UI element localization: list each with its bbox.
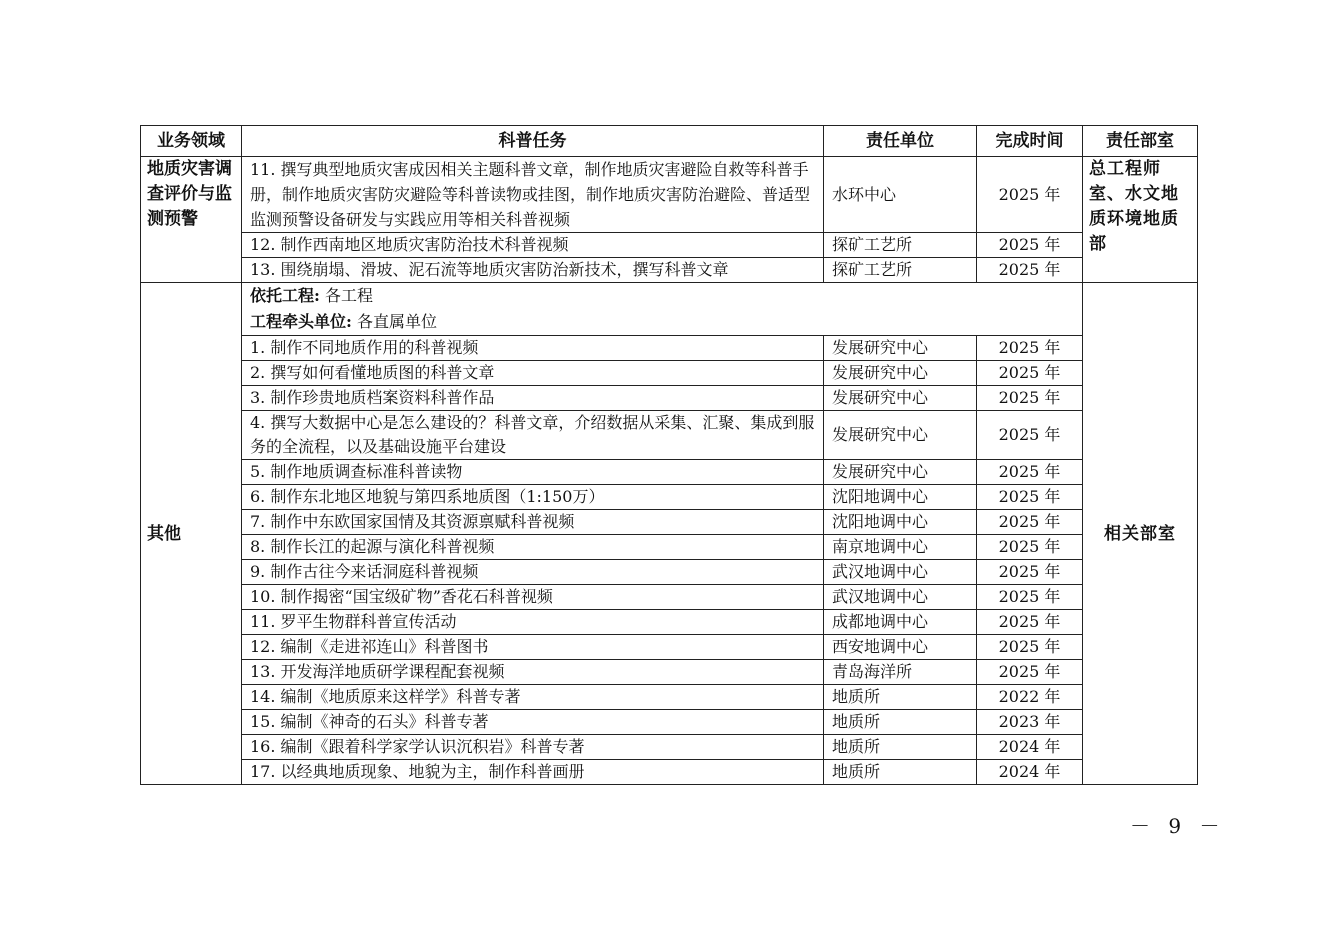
time-cell: 2025 年 <box>977 535 1083 560</box>
time-cell: 2025 年 <box>977 336 1083 361</box>
table-row <box>141 535 1198 560</box>
table-row <box>141 610 1198 635</box>
unit-cell: 发展研究中心 <box>824 336 977 361</box>
unit-cell: 探矿工艺所 <box>824 258 977 283</box>
unit-cell: 成都地调中心 <box>824 610 977 635</box>
unit-cell: 西安地调中心 <box>824 635 977 660</box>
time-cell: 2025 年 <box>977 610 1083 635</box>
header-area: 业务领域 <box>141 126 242 157</box>
table-row <box>141 233 1198 258</box>
time-cell: 2025 年 <box>977 411 1083 460</box>
lead-line <box>250 309 1074 335</box>
table-row <box>141 635 1198 660</box>
time-cell: 2025 年 <box>977 361 1083 386</box>
table-row <box>141 760 1198 785</box>
unit-cell: 发展研究中心 <box>824 411 977 460</box>
time-cell: 2025 年 <box>977 386 1083 411</box>
time-cell: 2024 年 <box>977 760 1083 785</box>
intro-row <box>141 283 1198 336</box>
table-row <box>141 361 1198 386</box>
area-cell: 其他 <box>141 283 242 785</box>
time-cell: 2025 年 <box>977 560 1083 585</box>
time-cell: 2025 年 <box>977 157 1083 233</box>
unit-cell: 地质所 <box>824 760 977 785</box>
task-cell: 3. 制作珍贵地质档案资料科普作品 <box>242 386 824 411</box>
header-unit: 责任单位 <box>824 126 977 157</box>
task-cell: 15. 编制《神奇的石头》科普专著 <box>242 710 824 735</box>
table-row <box>141 735 1198 760</box>
time-cell: 2022 年 <box>977 685 1083 710</box>
header-time: 完成时间 <box>977 126 1083 157</box>
table-row <box>141 485 1198 510</box>
unit-cell: 地质所 <box>824 685 977 710</box>
table-row <box>141 460 1198 485</box>
table-row <box>141 560 1198 585</box>
table-row <box>141 510 1198 535</box>
unit-cell: 青岛海洋所 <box>824 660 977 685</box>
project-line <box>250 283 1074 309</box>
intro-cell <box>242 283 1083 336</box>
unit-cell: 沈阳地调中心 <box>824 510 977 535</box>
table-row <box>141 685 1198 710</box>
table-row <box>141 386 1198 411</box>
task-cell: 17. 以经典地质现象、地貌为主，制作科普画册 <box>242 760 824 785</box>
task-cell: 2. 撰写如何看懂地质图的科普文章 <box>242 361 824 386</box>
task-cell: 8. 制作长江的起源与演化科普视频 <box>242 535 824 560</box>
task-cell: 7. 制作中东欧国家国情及其资源禀赋科普视频 <box>242 510 824 535</box>
task-cell: 13. 开发海洋地质研学课程配套视频 <box>242 660 824 685</box>
unit-cell: 发展研究中心 <box>824 386 977 411</box>
time-cell: 2025 年 <box>977 258 1083 283</box>
header-dept: 责任部室 <box>1083 126 1198 157</box>
time-cell: 2025 年 <box>977 460 1083 485</box>
time-cell: 2023 年 <box>977 710 1083 735</box>
task-cell: 5. 制作地质调查标准科普读物 <box>242 460 824 485</box>
table-row <box>141 258 1198 283</box>
header-task: 科普任务 <box>242 126 824 157</box>
time-cell: 2025 年 <box>977 635 1083 660</box>
unit-cell: 发展研究中心 <box>824 460 977 485</box>
project-label: 依托工程: <box>250 286 320 305</box>
task-cell: 10. 制作揭密“国宝级矿物”香花石科普视频 <box>242 585 824 610</box>
task-cell: 12. 编制《走进祁连山》科普图书 <box>242 635 824 660</box>
unit-cell: 沈阳地调中心 <box>824 485 977 510</box>
time-cell: 2025 年 <box>977 510 1083 535</box>
unit-cell: 探矿工艺所 <box>824 233 977 258</box>
task-cell: 16. 编制《跟着科学家学认识沉积岩》科普专著 <box>242 735 824 760</box>
task-cell: 1. 制作不同地质作用的科普视频 <box>242 336 824 361</box>
lead-value: 各直属单位 <box>357 312 438 331</box>
time-cell: 2025 年 <box>977 660 1083 685</box>
time-cell: 2024 年 <box>977 735 1083 760</box>
page-number: － 9 － <box>1130 814 1226 838</box>
dept-cell: 相关部室 <box>1083 283 1198 785</box>
task-cell: 11. 撰写典型地质灾害成因相关主题科普文章，制作地质灾害避险自救等科普手册，制作地质灾害防灾避险等科普读物或挂图，制作地质灾害防治避险、普适型监测预警设备研发与实践应用等相关科普视频 <box>242 157 824 233</box>
dept-cell: 总工程师室、水文地质环境地质部 <box>1083 157 1198 283</box>
unit-cell: 发展研究中心 <box>824 361 977 386</box>
task-cell: 12. 制作西南地区地质灾害防治技术科普视频 <box>242 233 824 258</box>
task-cell: 11. 罗平生物群科普宣传活动 <box>242 610 824 635</box>
task-cell: 6. 制作东北地区地貌与第四系地质图（1:150万） <box>242 485 824 510</box>
area-cell: 地质灾害调查评价与监测预警 <box>141 157 242 283</box>
unit-cell: 武汉地调中心 <box>824 560 977 585</box>
table-row <box>141 336 1198 361</box>
table-row <box>141 660 1198 685</box>
unit-cell: 南京地调中心 <box>824 535 977 560</box>
time-cell: 2025 年 <box>977 585 1083 610</box>
lead-label: 工程牵头单位: <box>250 312 352 331</box>
unit-cell: 武汉地调中心 <box>824 585 977 610</box>
table-row <box>141 157 1198 233</box>
task-cell: 13. 围绕崩塌、滑坡、泥石流等地质灾害防治新技术，撰写科普文章 <box>242 258 824 283</box>
unit-cell: 水环中心 <box>824 157 977 233</box>
table-row <box>141 710 1198 735</box>
table-row <box>141 585 1198 610</box>
unit-cell: 地质所 <box>824 710 977 735</box>
task-cell: 4. 撰写大数据中心是怎么建设的？科普文章，介绍数据从采集、汇聚、集成到服务的全流程，以及基础设施平台建设 <box>242 411 824 460</box>
header-row <box>141 126 1198 157</box>
task-cell: 14. 编制《地质原来这样学》科普专著 <box>242 685 824 710</box>
table-row <box>141 411 1198 460</box>
time-cell: 2025 年 <box>977 233 1083 258</box>
project-value: 各工程 <box>325 286 374 305</box>
task-table <box>140 125 1198 785</box>
task-cell: 9. 制作古往今来话洞庭科普视频 <box>242 560 824 585</box>
time-cell: 2025 年 <box>977 485 1083 510</box>
unit-cell: 地质所 <box>824 735 977 760</box>
